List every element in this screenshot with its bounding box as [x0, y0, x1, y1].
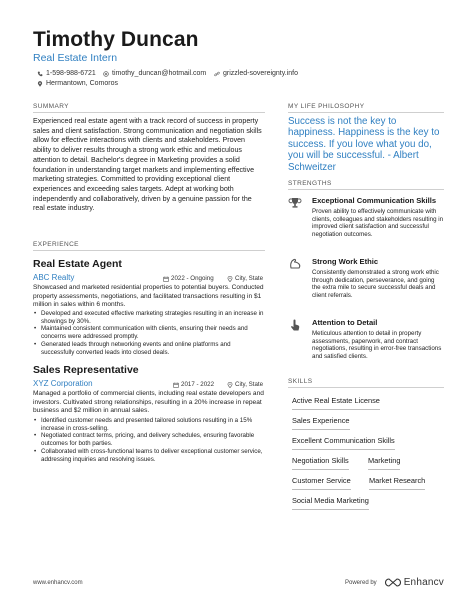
footer-powered-by	[345, 577, 444, 588]
experience-heading: EXPERIENCE	[33, 241, 79, 248]
job-location-text: City, State	[235, 275, 264, 282]
calendar-icon	[163, 276, 169, 282]
job-description: Showcased and marketed residential properties to potential buyers. Conducted property assessments, negotiations, and facilitated transactions resulting in $1 million in sales within 6 months.	[33, 284, 264, 309]
strength-item	[288, 257, 444, 305]
strength-description: Consistently demonstrated a strong work ethic through dedication, perseverance, and going the extra mile to secure successful deals and client referrals.	[312, 269, 439, 300]
strength-item	[288, 196, 444, 248]
skills-divider	[288, 387, 444, 388]
powered-by-text: Powered by	[345, 579, 377, 586]
at-icon	[103, 71, 109, 77]
job-company: ABC Realty	[33, 273, 75, 282]
list-item: • Developed and executed effective marketing strategies resulting in an increase in showings by 30%.	[33, 310, 265, 325]
job-description: Managed a portfolio of commercial clients, including real estate developers and investors. Cultivated strong relationships, resulting in a 20% increase in repeat business and $2 million in annual sales.	[33, 390, 264, 415]
link-icon	[214, 71, 220, 77]
skill-tag: Negotiation Skills	[292, 456, 349, 470]
contact-website[interactable]	[214, 70, 298, 77]
experience-divider	[33, 250, 265, 251]
website-text: grizzled-sovereignty.info	[223, 70, 298, 77]
skill-tag: Excellent Communication Skills	[292, 436, 395, 450]
philosophy-divider	[288, 112, 444, 113]
enhancv-logo[interactable]	[385, 577, 444, 588]
trophy-icon	[288, 196, 302, 210]
contact-location	[37, 80, 118, 87]
hand-pointer-icon	[288, 318, 302, 332]
strength-item	[288, 318, 444, 368]
list-item: • Generated leads through networking events and online platforms and successfully converted leads into closed deals.	[33, 341, 265, 356]
job-dates-text: 2022 - Ongoing	[171, 275, 214, 282]
strengths-divider	[288, 189, 444, 190]
job-location-text: City, State	[235, 381, 264, 388]
philosophy-heading: MY LIFE PHILOSOPHY	[288, 103, 365, 110]
list-item: • Negotiated contract terms, pricing, and delivery schedules, ensuring favorable outcomes for both parties.	[33, 432, 265, 447]
email-text: timothy_duncan@hotmail.com	[112, 70, 207, 77]
job-title: Real Estate Agent	[33, 258, 122, 270]
summary-text: Experienced real estate agent with a track record of success in property sales and client satisfaction. Strong communication and negotiation skills allow for effective interactions with clients and stakeholders. Proven ability to deliver results through a strong work ethic and meticulous attention to detail. Bachelor's degree in Marketing provides a solid foundation in understanding target markets and implementing effective marketing strategies. Committed to providing exceptional client experiences and exceeding sales targets. Adept at working both independently and collaboratively, driven by a genuine passion for the real estate industry.	[33, 117, 262, 213]
job-dates	[163, 275, 214, 282]
phone-text: 1-598-988-6721	[46, 70, 96, 77]
strength-title: Strong Work Ethic	[312, 257, 379, 266]
skill-tag: Sales Experience	[292, 416, 350, 430]
skill-tag: Marketing	[368, 456, 400, 470]
strengths-heading: STRENGTHS	[288, 180, 332, 187]
strength-description: Proven ability to effectively communicate with clients, colleagues and stakeholders resulting in improved client satisfaction and successful negotiation outcomes.	[312, 208, 444, 239]
skill-tag: Customer Service	[292, 476, 351, 490]
list-item: • Maintained consistent communication with clients, ensuring their needs and concerns were addressed promptly.	[33, 325, 265, 340]
contact-phone	[37, 70, 96, 77]
job-dates	[173, 381, 214, 388]
map-pin-icon	[227, 382, 233, 388]
map-pin-icon	[227, 276, 233, 282]
job-bullets	[33, 310, 265, 356]
strength-title: Attention to Detail	[312, 318, 378, 327]
muscle-icon	[288, 257, 302, 271]
calendar-icon	[173, 382, 179, 388]
skill-tag: Social Media Marketing	[292, 496, 369, 510]
list-item: • Collaborated with cross-functional teams to deliver exceptional customer service, addressing inquiries and resolving issues.	[33, 448, 265, 463]
job-location	[227, 275, 263, 282]
summary-divider	[33, 112, 265, 113]
strength-description: Meticulous attention to detail in property assessments, paperwork, and contract negotiations, resulting in error-free transactions and satisfied clients.	[312, 330, 442, 361]
location-text: Hermantown, Comoros	[46, 80, 118, 87]
skills-heading: SKILLS	[288, 378, 313, 385]
phone-icon	[37, 71, 43, 77]
job-company: XYZ Corporation	[33, 379, 93, 388]
summary-heading: SUMMARY	[33, 103, 69, 110]
strength-title: Exceptional Communication Skills	[312, 196, 437, 205]
candidate-role: Real Estate Intern	[33, 52, 118, 64]
philosophy-quote: Success is not the key to happiness. Happiness is the key to success. If you love what you do, you will be successful. - Albert Schweitzer	[288, 116, 440, 173]
job-dates-text: 2017 - 2022	[181, 381, 215, 388]
skill-tag: Active Real Estate License	[292, 396, 380, 410]
list-item: • Identified customer needs and presented tailored solutions resulting in a 15% increase in cross-selling.	[33, 417, 265, 432]
enhancv-logo-text: Enhancv	[403, 577, 445, 588]
contact-email[interactable]	[103, 70, 206, 77]
map-pin-icon	[37, 81, 43, 87]
footer-website[interactable]: www.enhancv.com	[33, 580, 83, 586]
enhancv-logo-icon	[385, 578, 401, 587]
candidate-name: Timothy Duncan	[33, 28, 199, 51]
skill-tag: Market Research	[369, 476, 425, 490]
job-title: Sales Representative	[33, 364, 139, 376]
job-bullets	[33, 417, 265, 463]
job-location	[227, 381, 263, 388]
